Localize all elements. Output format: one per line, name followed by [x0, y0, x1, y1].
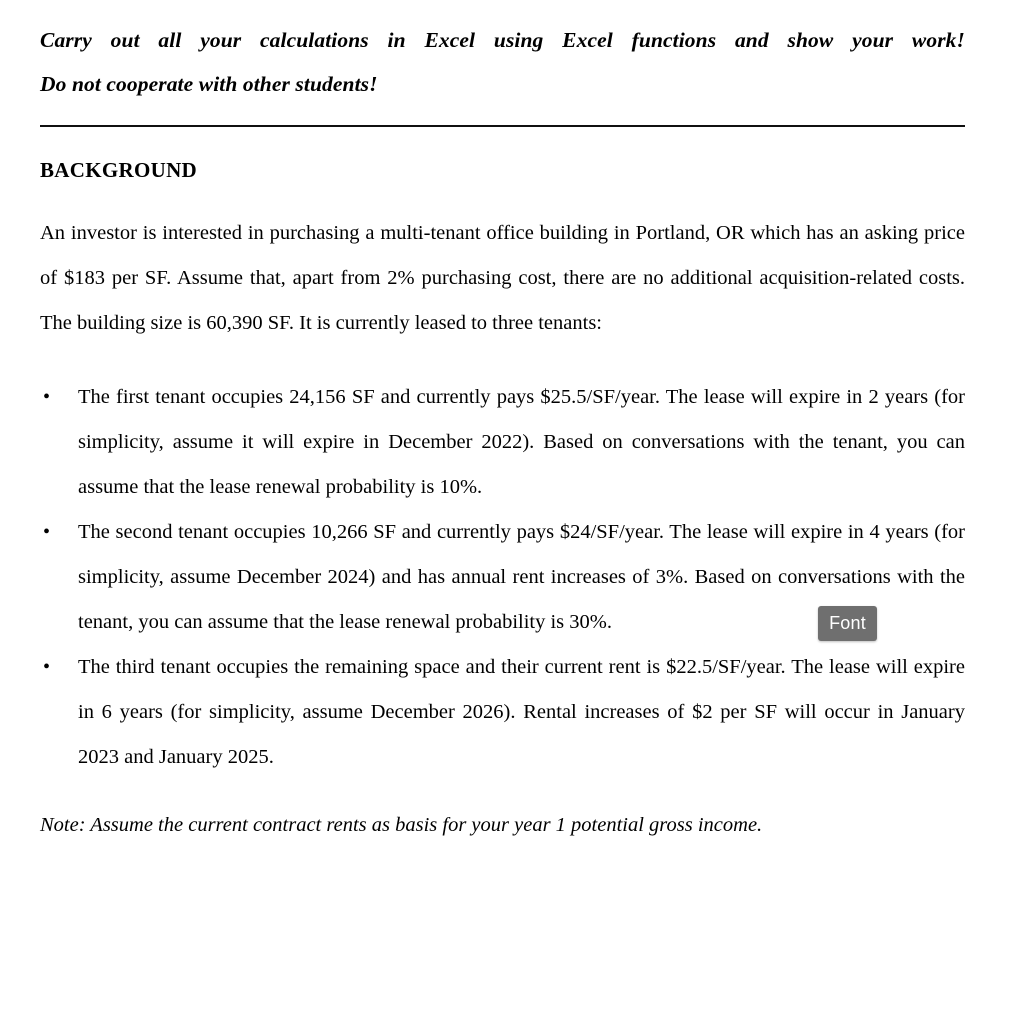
list-item	[40, 375, 965, 510]
font-tooltip	[818, 606, 877, 641]
horizontal-rule	[40, 125, 965, 127]
instruction-line-2: Do not cooperate with other students!	[40, 72, 378, 96]
bullet-marker-icon: •	[43, 521, 51, 543]
list-item-text: The first tenant occupies 24,156 SF and currently pays $25.5/SF/year. The lease will expire in 2 years (for simplicity, assume it will expire in December 2022). Based on conversations with the tenant, you can assume that the lease renewal probability is 10%.	[78, 386, 965, 498]
section-heading-background: BACKGROUND	[40, 158, 198, 182]
closing-note: Note: Assume the current contract rents as basis for your year 1 potential gross income.	[40, 814, 763, 836]
bullet-marker-icon: •	[43, 656, 51, 678]
instruction-line-1: Carry out all your calculations in Excel using Excel functions and show your work!	[40, 28, 965, 52]
list-item	[40, 645, 965, 780]
font-tooltip-label: Font	[829, 613, 866, 633]
intro-paragraph: An investor is interested in purchasing a multi-tenant office building in Portland, OR which has an asking price of $183 per SF. Assume that, apart from 2% purchasing cost, there are no additional acquisition-related costs. The building size is 60,390 SF. It is currently leased to three tenants:	[40, 222, 965, 334]
document-page	[40, 0, 965, 1022]
instructions-block	[40, 0, 965, 106]
list-item-text: The third tenant occupies the remaining space and their current rent is $22.5/SF/year. The lease will expire in 6 years (for simplicity, assume December 2026). Rental increases of $2 per SF will occur in January 2023 and January 2025.	[78, 656, 965, 768]
tenant-bullet-list	[40, 375, 965, 780]
list-item-text: The second tenant occupies 10,266 SF and currently pays $24/SF/year. The lease will expire in 4 years (for simplicity, assume December 2024) and has annual rent increases of 3%. Based on conversations with the tenant, you can assume that the lease renewal probability is 30%.	[78, 521, 965, 633]
bullet-marker-icon: •	[43, 386, 51, 408]
